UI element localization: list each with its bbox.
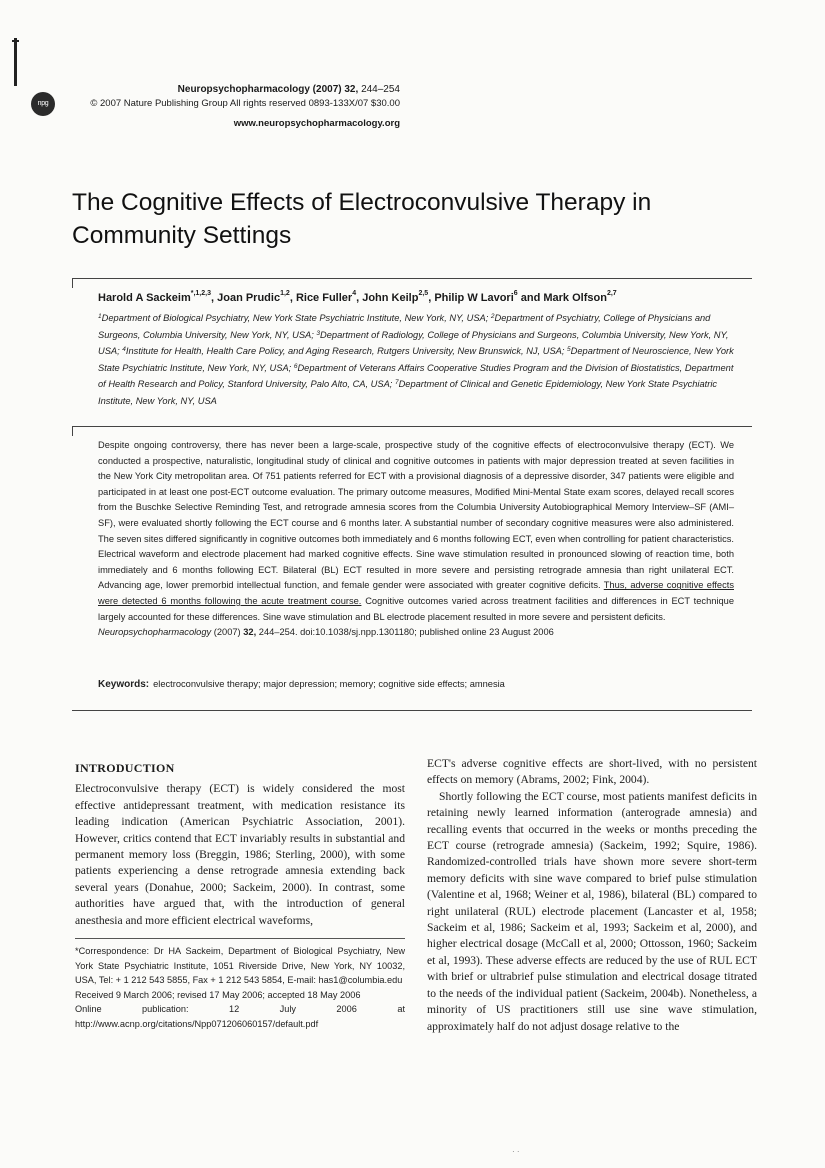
abstract-box-top-rule — [72, 426, 752, 427]
body-paragraph: Shortly following the ECT course, most patients manifest deficits in retaining newly learned information (anterograde amnesia) and recalling events that occurred in the weeks or months preceding the ECT course (retrograde amnesia) (Sackeim, 1992; Squire, 1986). Randomized-controlled trials have shown more severe short-term memory deficits with sine wave compared to brief pulse stimulation (Valentine et al, 1968; Weiner et al, 1986), bilateral (BL) compared to right unilateral (RUL) electrode placement (Lancaster et al, 1958; Sackeim et al, 1986; Sackeim et al, 1993; Sackeim et al, 2000), and higher electrical dosage (McCall et al, 2000; Ottosson, 1960; Sackeim et al, 1993). These adverse effects are reduced by the use of RUL ECT with brief or ultrabrief pulse stimulation and electrical dosage titrated to the needs of the individual patient (Sackeim, 2004b). Nonetheless, a minority of US practitioners still use sine wave stimulation, approximately half do not adjust dosage relative to the — [427, 789, 757, 1033]
abstract — [98, 438, 734, 641]
citation-volume: 32, — [243, 627, 257, 638]
affil-text: Institute for Health, Health Care Policy, and Aging Research, Rutgers University, New Brunswick, NJ, USA; — [125, 346, 568, 357]
section-heading: INTRODUCTION — [75, 761, 175, 775]
abstract-underlined-text: Thus, adverse cognitive effects were detected 6 months following the acute treatment course. — [98, 580, 734, 606]
author-list: Harold A Sackeim$^{*,1,2,3}$, Joan Prudic$^{1,2}$, Rice Fuller$^4$, John Keilp$^{2,5}$, Philip W Lavori$^6$ and Mark Olfson$^{2,7}$ — [98, 290, 617, 304]
keywords-text: electroconvulsive therapy; major depression; memory; cognitive side effects; amnesia — [153, 679, 505, 689]
author-conjunction: and — [520, 292, 541, 304]
affil-text: Department of Neuroscience, New York State Psychiatric Institute, New York, NY, USA; — [98, 346, 734, 373]
author-name: Joan Prudic — [217, 292, 281, 304]
author-name: Harold A Sackeim — [98, 292, 191, 304]
author-name: John Keilp — [362, 292, 419, 304]
received-dates: Received 9 March 2006; revised 17 May 2006; accepted 18 May 2006 — [75, 989, 361, 1000]
abstract-box-bottom-rule — [72, 710, 752, 711]
body-paragraph: Electroconvulsive therapy (ECT) is widely considered the most effective antidepressant treatment, with medication resistance its leading indication (American Psychiatric Association, 2001). However, critics contend that ECT invariably results in substantial and permanent memory loss (Breggin, 1986; Sterling, 2000), with some patients experiencing a dense retrograde amnesia extending back several years (Donahue, 2000; Sackeim, 2000). In contrast, some authorities have argued that, with the introduction of general anesthesia and more efficient electrical waveforms, — [75, 782, 405, 927]
affil-marker: 4 — [122, 346, 126, 354]
author-box-top-rule — [72, 278, 752, 279]
abstract-box-left-rule — [72, 426, 73, 436]
affiliations — [98, 310, 734, 410]
affil-marker: 1 — [98, 313, 102, 320]
author-name: Rice Fuller — [295, 292, 353, 304]
article-title: The Cognitive Effects of Electroconvulsive Therapy in Community Settings — [72, 189, 652, 249]
affil-marker: 6 — [293, 362, 298, 370]
affil-text: Department of Biological Psychiatry, New York State Psychiatric Institute, New York, NY, USA; — [101, 313, 491, 323]
abstract-text: Despite ongoing controversy, there has never been a large-scale, prospective study of the cognitive effects of electroconvulsive therapy (ECT). We conducted a prospective, naturalistic, longitudinal study of clinical and cognitive outcomes in patients with major depression treated at seven facilities in the New York City metropolitan area. Of 751 patients referred for ECT with a provisional diagnosis of a depressive disorder, 347 patients were eligible and participated in at least one post-ECT outcome evaluation. The primary outcome measures, Modified Mini-Mental State exam scores, delayed recall scores from the Buschke Selective Reminding Test, and retrograde amnesia scores from the Columbia University Autobiographical Memory Interview–SF (AMI–SF), were evaluated shortly following the ECT course and 6 months later. A substantial number of secondary cognitive measures were also administered. The seven sites differed significantly in cognitive outcomes both immediately and 6 months following ECT, even when controlling for patient characteristics. Electrical waveform and electrode placement had marked cognitive effects. Sine wave stimulation resulted in pronounced slowing of reaction time, both immediately and 6 months following ECT. Bilateral (BL) ECT resulted in more severe and persisting retrograde amnesia than right unilateral ECT. Advancing age, lower premorbid intellectual function, and female gender were associated with greater cognitive deficits. — [98, 440, 734, 591]
affil-text: Department of Clinical and Genetic Epidemiology, New York State Psychiatric Institute, New York, NY, USA — [98, 379, 718, 406]
footnote-rule — [75, 938, 405, 939]
right-column — [427, 756, 757, 1035]
journal-line — [90, 84, 400, 95]
author-affil-sup: 2,5 — [418, 290, 429, 297]
keywords — [98, 679, 734, 690]
copyright-line: © 2007 Nature Publishing Group All rights reserved 0893-133X/07 $30.00 — [90, 98, 400, 109]
author-affil-sup: 1,2 — [280, 290, 290, 297]
author-affil-sup: 4 — [352, 290, 357, 297]
npg-logo-icon: npg — [31, 92, 55, 116]
citation-doi: 244–254. doi:10.1038/sj.npp.1301180; published online 23 August 2006 — [258, 627, 554, 638]
abstract-citation — [98, 627, 554, 637]
affil-text: Department of Radiology, College of Physicians and Surgeons, Columbia University, New York, NY, USA; — [98, 329, 729, 357]
journal-pages: 244–254 — [361, 84, 400, 95]
left-column — [75, 760, 405, 929]
author-affil-sup: 6 — [513, 290, 518, 297]
correspondence: *Correspondence: Dr HA Sackeim, Department of Biological Psychiatry, New York State Psychiatric Institute, 1051 Riverside Drive, New York, NY 10032, USA, Tel: + 1 212 543 5855, Fax + 1 212 543 5854, E-mail: has1@columbia.edu — [75, 946, 405, 986]
footnote — [75, 944, 405, 1032]
affil-marker: 2 — [490, 313, 495, 320]
affil-text: Department of Veterans Affairs Cooperative Studies Program and the Division of Biostatistics, Department of Health Research and Policy, Stanford University, Palo Alto, CA, USA; — [98, 362, 734, 390]
journal-url[interactable]: www.neuropsychopharmacology.org — [233, 118, 400, 129]
abstract-text: Cognitive outcomes varied across treatment facilities and differences in ECT technique largely accounted for these differences. Sine wave stimulation and BL electrode placement resulted in more severe and persistent deficits. — [98, 595, 734, 622]
online-publication: Online publication: 12 July 2006 at http://www.acnp.org/citations/Npp071206060157/default.pdf — [75, 1004, 405, 1029]
citation-journal: Neuropsychopharmacology — [98, 627, 212, 638]
author-affil-sup: *,1,2,3 — [190, 290, 211, 297]
author-name: Philip W Lavori — [434, 292, 514, 304]
author-affil-sup: 2,7 — [606, 290, 617, 297]
author-box-left-rule — [72, 278, 73, 288]
affil-marker: 7 — [394, 379, 399, 387]
affil-marker: 3 — [316, 329, 321, 337]
scan-speck: · · — [512, 1147, 520, 1156]
body-paragraph: ECT's adverse cognitive effects are short-lived, with no persistent effects on memory (Abrams, 2002; Fink, 2004). — [427, 757, 757, 787]
citation-year: (2007) — [213, 627, 241, 638]
journal-name: Neuropsychopharmacology (2007) 32, — [177, 84, 359, 95]
affil-text: Department of Psychiatry, College of Physicians and Surgeons, Columbia University, New York, NY, USA; — [98, 313, 711, 340]
affil-marker: 5 — [567, 346, 571, 354]
author-name: Mark Olfson — [543, 292, 607, 304]
keywords-label: Keywords: — [98, 679, 150, 690]
